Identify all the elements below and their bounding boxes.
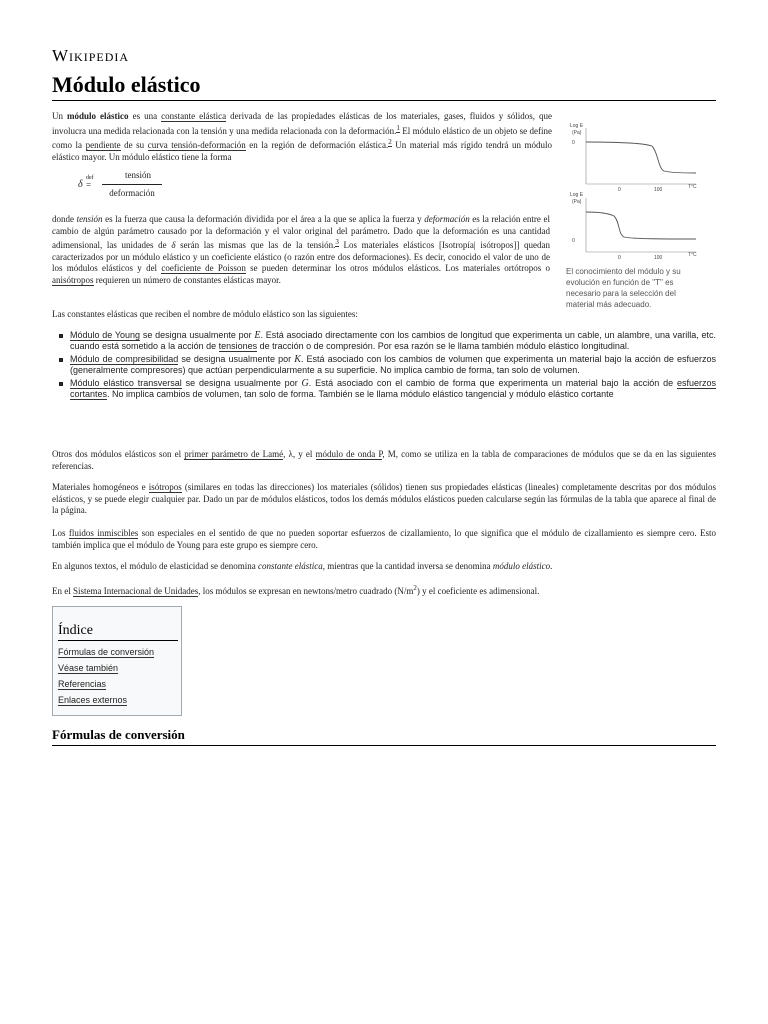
link-constante-elastica[interactable]: constante elástica bbox=[161, 111, 227, 121]
modulus-vs-temperature-graph[interactable] bbox=[566, 116, 716, 264]
tick-x100-bottom: 100 bbox=[654, 255, 663, 261]
text: en la región de deformación elástica. bbox=[245, 140, 389, 151]
text: de tracción o de compresión. Por esa razón se le llama también módulo elástico longitudinal. bbox=[257, 341, 630, 351]
bold-term: módulo elástico bbox=[67, 111, 129, 121]
link-fluidos-inmiscibles[interactable]: fluidos inmiscibles bbox=[68, 528, 139, 538]
text: se designa usualmente por bbox=[178, 354, 295, 364]
paragraph-textos bbox=[52, 561, 716, 573]
ref-3[interactable]: 3 bbox=[335, 238, 339, 247]
text: . bbox=[550, 561, 553, 571]
text: derivada de las propiedades elásticas de los materiales, gases, fluidos y sólidos, que involucra una medida relacionada con la tensión y una medida relacionada con la deformación. bbox=[52, 111, 553, 136]
math-symbol: E bbox=[254, 330, 261, 341]
wikipedia-wordmark[interactable]: Wikipedia bbox=[52, 46, 130, 65]
superscript: 2 bbox=[413, 584, 417, 592]
page-title: Módulo elástico bbox=[52, 72, 716, 101]
text: son especiales en el sentido de que no pueden soportar esfuerzos de cizallamiento, lo que significa que el módulo de cizallamiento es siempre cero. Esto también implica que el módulo de Young para este grupo es siempre cero. bbox=[52, 528, 716, 550]
ref-1[interactable]: 1 bbox=[396, 123, 400, 132]
paragraph-homogeneos bbox=[52, 482, 716, 517]
link-lame[interactable]: primer parámetro de Lamé bbox=[184, 449, 284, 459]
y-unit-bottom: (Pa) bbox=[572, 199, 582, 205]
text: se designa usualmente por bbox=[140, 330, 255, 340]
math-symbol: K bbox=[294, 354, 301, 365]
math-symbol: G bbox=[301, 378, 309, 389]
tick-x0-bottom: 0 bbox=[618, 255, 621, 261]
text: Un material más rígido tendrá un módulo elástico mayor. Un módulo elástico tiene la forma bbox=[52, 140, 553, 162]
formula-numerator: tensión bbox=[125, 170, 151, 180]
math-delta: δ bbox=[171, 240, 176, 251]
text: . Está asociado directamente con los cambios de longitud que experimenta un cable, un alambre, una varilla, etc. cuando está sometido a la acción de bbox=[70, 330, 717, 351]
tick-y0-bottom: 0 bbox=[572, 238, 575, 244]
link-modulo-onda-p[interactable]: módulo de onda P bbox=[315, 449, 383, 459]
text: (similares en todas las direcciones) los materiales (sólidos) tienen sus propiedades elásticas (lineales) completamente descritas por dos módulos elásticos, y se puede elegir cualquier par. Dado un par de módulos elásticos, todos los demás módulos elásticos pueden calcularse según las fórmulas de la tabla que aparece al final de la página. bbox=[52, 482, 717, 516]
text: Materiales homogéneos e bbox=[52, 482, 149, 492]
italic-term: módulo elástico bbox=[492, 561, 551, 571]
curve-top bbox=[586, 142, 696, 173]
toc-item-enlaces[interactable]: Enlaces externos bbox=[58, 695, 128, 705]
text: . Está asociado con los cambios de volumen que experimenta un material bajo la acción de esfuerzos (generalmente compresores) que actúan perpendicularmente a su superficie. No implica cambio de forma, tan solo de volumen. bbox=[70, 354, 716, 375]
paragraph-otros bbox=[52, 449, 716, 472]
text: , M, como se utiliza en la tabla de comparaciones de módulos que se da en las siguientes referencias. bbox=[52, 449, 717, 471]
section-heading-formulas: Fórmulas de conversión bbox=[52, 727, 716, 746]
text: . Está asociado con el cambio de forma que experimenta un material bajo la acción de bbox=[308, 378, 677, 388]
text: El módulo elástico de un objeto se define como la bbox=[52, 125, 552, 151]
link-sistema-internacional[interactable]: Sistema Internacional de Unidades bbox=[73, 586, 199, 596]
toc-item-referencias[interactable]: Referencias bbox=[58, 679, 107, 689]
constants-intro: Las constantes elásticas que reciben el nombre de módulo elástico son las siguientes: bbox=[52, 309, 358, 319]
link-modulo-transversal[interactable]: Módulo elástico transversal bbox=[70, 378, 182, 388]
text: es la fuerza que causa la deformación dividida por el área a la que se aplica la fuerza y bbox=[102, 214, 425, 224]
link-curva-tension[interactable]: curva tensión-deformación bbox=[147, 140, 246, 151]
text: es una bbox=[128, 111, 162, 121]
text: Otros dos módulos elásticos son el bbox=[52, 449, 185, 459]
modulus-figure bbox=[566, 116, 716, 310]
x-unit-bottom: T°C bbox=[688, 252, 697, 258]
ref-2[interactable]: 2 bbox=[388, 138, 392, 147]
link-isotropos[interactable]: isótropos bbox=[148, 482, 182, 492]
formula-equals: = bbox=[86, 180, 92, 190]
text: . No implica cambios de volumen, tan solo de forma. También se le llama módulo elástico tangencial y módulo elástico cortante bbox=[107, 389, 614, 399]
text: , los módulos se expresan en newtons/metro cuadrado (N/m bbox=[198, 586, 414, 596]
y-label-bottom: Log E bbox=[570, 192, 584, 198]
link-anisotropos[interactable]: anisótropos bbox=[52, 274, 94, 285]
fraction-bar bbox=[102, 184, 162, 185]
x-unit-top: T°C bbox=[688, 184, 697, 190]
paragraph-si bbox=[52, 583, 716, 598]
link-tensiones[interactable]: tensiones bbox=[218, 341, 258, 351]
curve-bottom bbox=[586, 212, 696, 239]
text: serán las mismas que las de la tensión. bbox=[175, 240, 336, 251]
lead-paragraph-2 bbox=[52, 214, 550, 287]
table-of-contents bbox=[52, 606, 182, 716]
text: de su bbox=[120, 140, 148, 151]
link-esfuerzos-cortantes[interactable]: esfuerzos cortantes bbox=[70, 378, 716, 399]
tick-x100-top: 100 bbox=[654, 187, 663, 193]
text: En el bbox=[52, 586, 73, 596]
y-label-top: Log E bbox=[570, 123, 584, 129]
text: ) y el coeficiente es adimensional. bbox=[416, 586, 540, 596]
formula-denominator: deformación bbox=[109, 188, 155, 198]
formula-delta: δ bbox=[78, 179, 83, 190]
toc-item-formulas[interactable]: Fórmulas de conversión bbox=[58, 647, 155, 657]
toc-item-vease[interactable]: Véase también bbox=[58, 663, 119, 673]
text: , λ, y el bbox=[283, 449, 316, 459]
text: Los materiales elásticos [Isotropía| isótropos]] quedan caracterizados por un módulo elástico y un coeficiente elástico (o razón entre dos deformaciones). Es decir, conocido el valor de uno de los módulos elásticos y del bbox=[52, 240, 551, 274]
formula-def: def bbox=[86, 175, 94, 181]
modulus-formula bbox=[78, 170, 198, 206]
text: requieren un número de constantes elásticas mayor. bbox=[93, 274, 281, 285]
text: Los bbox=[52, 528, 69, 538]
text: se pueden determinar los otros módulos elásticos. Los materiales ortótropos o bbox=[245, 263, 550, 274]
list-item bbox=[70, 354, 716, 376]
list-item bbox=[70, 330, 716, 352]
paragraph-fluidos bbox=[52, 528, 716, 551]
figure-caption: El conocimiento del módulo y su evolución en función de "T" es necesario para la selección del material más adecuado. bbox=[566, 267, 681, 309]
italic-term: tensión bbox=[76, 214, 103, 224]
text: es la relación entre el cambio de algún parámetro causado por la deformación y el valor original del parámetro. Dado que la deformación es una cantidad adimensional, las unidades de bbox=[52, 214, 550, 251]
tick-y0-top: 0 bbox=[572, 140, 575, 146]
modulus-list bbox=[70, 330, 716, 402]
text: donde bbox=[52, 214, 77, 224]
link-modulo-young[interactable]: Módulo de Young bbox=[70, 330, 141, 340]
link-modulo-compresibilidad[interactable]: Módulo de compresibilidad bbox=[70, 354, 179, 364]
y-unit-top: (Pa) bbox=[572, 130, 582, 136]
italic-term: deformación bbox=[424, 214, 470, 224]
italic-term: constante elástica bbox=[257, 561, 323, 571]
text: Un bbox=[52, 111, 68, 121]
list-item bbox=[70, 378, 716, 400]
text: , mientras que la cantidad inversa se denomina bbox=[322, 561, 493, 571]
text: se designa usualmente por bbox=[181, 378, 302, 388]
tick-x0-top: 0 bbox=[618, 187, 621, 193]
link-coeficiente-poisson[interactable]: coeficiente de Poisson bbox=[161, 263, 246, 274]
toc-title: Índice bbox=[58, 623, 178, 641]
link-pendiente[interactable]: pendiente bbox=[85, 140, 121, 151]
text: En algunos textos, el módulo de elasticidad se denomina bbox=[52, 561, 258, 571]
lead-paragraph bbox=[52, 111, 552, 163]
